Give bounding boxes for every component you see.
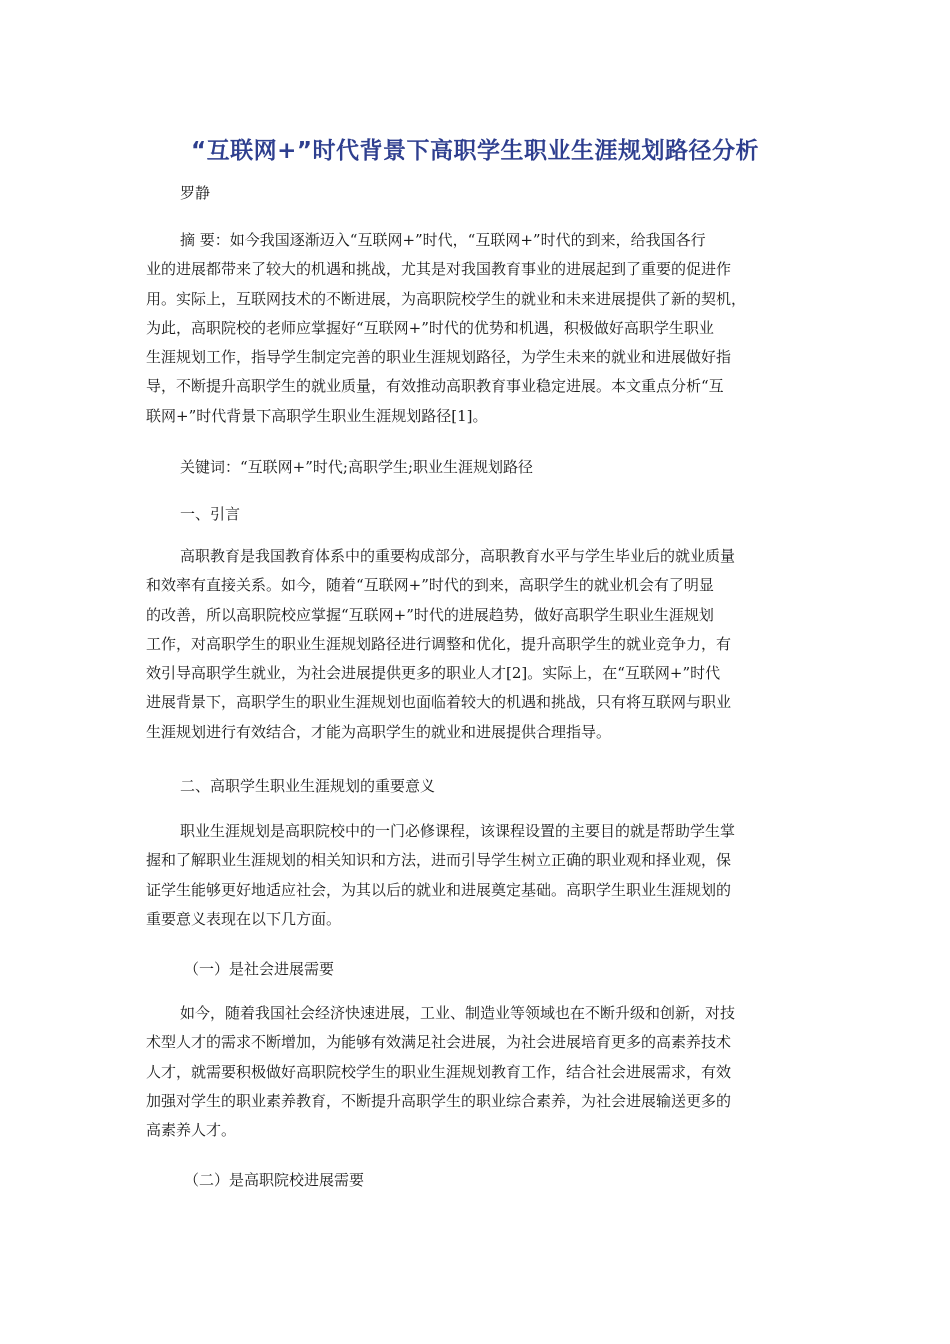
- abstract-paragraph: [146, 226, 806, 431]
- paragraph-line: 高素养人才。: [146, 1121, 237, 1140]
- paragraph-line: 效引导高职学生就业，为社会进展提供更多的职业人才[2]。实际上，在“互联网+”时代: [146, 664, 721, 683]
- paragraph-line: 如今，随着我国社会经济快速进展，工业、制造业等领域也在不断升级和创新，对技: [180, 1004, 736, 1022]
- abstract-line: 为此，高职院校的老师应掌握好“互联网+”时代的优势和机遇，积极做好高职学生职业: [146, 318, 714, 337]
- paragraph-line: 人才，就需要积极做好高职院校学生的职业生涯规划教育工作，结合社会进展需求，有效: [146, 1062, 732, 1081]
- paragraph-line: 和效率有直接关系。如今，随着“互联网+”时代的到来，高职学生的就业机会有了明显: [146, 576, 714, 595]
- document-title: “互联网+”时代背景下高职学生职业生涯规划路径分析: [190, 138, 759, 164]
- keywords-line: 关键词：“互联网+”时代;高职学生;职业生涯规划路径: [180, 458, 534, 476]
- paragraph-line: 术型人才的需求不断增加，为能够有效满足社会进展，为社会进展培育更多的高素养技术: [146, 1033, 732, 1052]
- abstract-line: 导，不断提升高职学生的就业质量，有效推动高职教育事业稳定进展。本文重点分析“互: [146, 377, 724, 396]
- paragraph-line: 职业生涯规划是高职院校中的一门必修课程，该课程设置的主要目的就是帮助学生掌: [180, 822, 736, 840]
- significance-paragraph: [146, 817, 806, 934]
- section-heading-significance: 二、高职学生职业生涯规划的重要意义: [180, 777, 436, 795]
- subsection-heading-college: （二）是高职院校进展需要: [184, 1171, 365, 1189]
- paragraph-line: 加强对学生的职业素养教育，不断提升高职学生的职业综合素养，为社会进展输送更多的: [146, 1091, 732, 1110]
- abstract-line: 联网+”时代背景下高职学生职业生涯规划路径[1]。: [146, 406, 488, 425]
- paragraph-line: 证学生能够更好地适应社会，为其以后的就业和进展奠定基础。高职学生职业生涯规划的: [146, 880, 732, 899]
- paragraph-line: 进展背景下，高职学生的职业生涯规划也面临着较大的机遇和挑战，只有将互联网与职业: [146, 693, 732, 712]
- paragraph-line: 重要意义表现在以下几方面。: [146, 909, 342, 928]
- abstract-line: 业的进展都带来了较大的机遇和挑战，尤其是对我国教育事业的进展起到了重要的促进作: [146, 260, 732, 279]
- author-name: 罗静: [180, 184, 211, 202]
- paragraph-line: 工作，对高职学生的职业生涯规划路径进行调整和优化，提升高职学生的就业竞争力，有: [146, 634, 732, 653]
- subsection-heading-social: （一）是社会进展需要: [184, 960, 335, 978]
- paragraph-line: 高职教育是我国教育体系中的重要构成部分，高职教育水平与学生毕业后的就业质量: [180, 547, 736, 565]
- abstract-line: 摘 要：如今我国逐渐迈入“互联网+”时代，“互联网+”时代的到来，给我国各行: [180, 231, 706, 249]
- intro-paragraph: [146, 542, 806, 747]
- social-need-paragraph: [146, 999, 806, 1145]
- abstract-line: 用。实际上，互联网技术的不断进展，为高职院校学生的就业和未来进展提供了新的契机，: [146, 289, 747, 308]
- section-heading-intro: 一、引言: [180, 505, 241, 523]
- paragraph-line: 生涯规划进行有效结合，才能为高职学生的就业和进展提供合理指导。: [146, 722, 612, 741]
- paragraph-line: 的改善，所以高职院校应掌握“互联网+”时代的进展趋势，做好高职学生职业生涯规划: [146, 605, 714, 624]
- abstract-line: 生涯规划工作，指导学生制定完善的职业生涯规划路径，为学生未来的就业和进展做好指: [146, 348, 732, 367]
- paragraph-line: 握和了解职业生涯规划的相关知识和方法，进而引导学生树立正确的职业观和择业观，保: [146, 851, 732, 870]
